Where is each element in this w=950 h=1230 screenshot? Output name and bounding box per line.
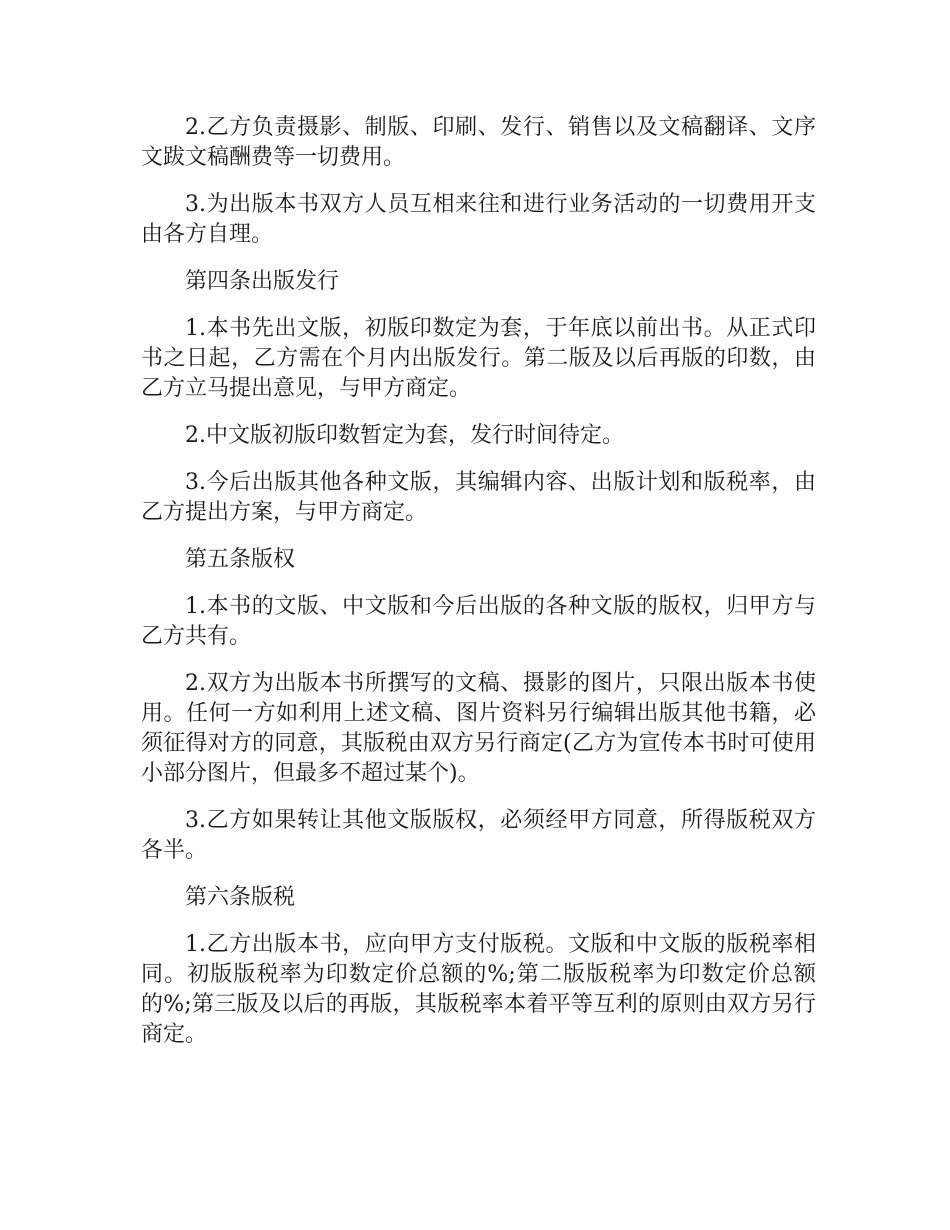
clause-5-item-2: 2.双方为出版本书所撰写的文稿、摄影的图片，只限出版本书使用。任何一方如利用上述文稿、图片资料另行编辑出版其他书籍，必须征得对方的同意，其版税由双方另行商定(乙方为宣传本书时可使用小部分图片，但最多不超过某个)。 bbox=[141, 671, 816, 786]
document-body bbox=[141, 113, 816, 1067]
clause-6-heading: 第六条版税 bbox=[185, 885, 296, 910]
clause-4-item-2: 2.中文版初版印数暂定为套，发行时间待定。 bbox=[185, 423, 624, 448]
clause-6-item-1: 1.乙方出版本书，应向甲方支付版税。文版和中文版的版税率相同。初版版税率为印数定价总额的%;第二版版税率为印数定价总额的%;第三版及以后的再版，其版税率本着平等互利的原则由双方另行商定。 bbox=[141, 932, 816, 1047]
clause-4-item-3: 3.今后出版其他各种文版，其编辑内容、出版计划和版税率，由乙方提出方案，与甲方商定。 bbox=[141, 470, 816, 525]
clause-3-item-3: 3.为出版本书双方人员互相来往和进行业务活动的一切费用开支由各方自理。 bbox=[141, 192, 816, 247]
clause-5-item-1: 1.本书的文版、中文版和今后出版的各种文版的版权，归甲方与乙方共有。 bbox=[141, 594, 816, 649]
clause-4-item-1: 1.本书先出文版，初版印数定为套，于年底以前出书。从正式印书之日起，乙方需在个月内出版发行。第二版及以后再版的印数，由乙方立马提出意见，与甲方商定。 bbox=[141, 316, 816, 401]
clause-5-heading: 第五条版权 bbox=[185, 547, 296, 572]
clause-5-item-3: 3.乙方如果转让其他文版版权，必须经甲方同意，所得版税双方各半。 bbox=[141, 808, 816, 863]
clause-3-item-2: 2.乙方负责摄影、制版、印刷、发行、销售以及文稿翻译、文序文跋文稿酬费等一切费用。 bbox=[141, 115, 816, 170]
clause-4-heading: 第四条出版发行 bbox=[185, 269, 340, 294]
